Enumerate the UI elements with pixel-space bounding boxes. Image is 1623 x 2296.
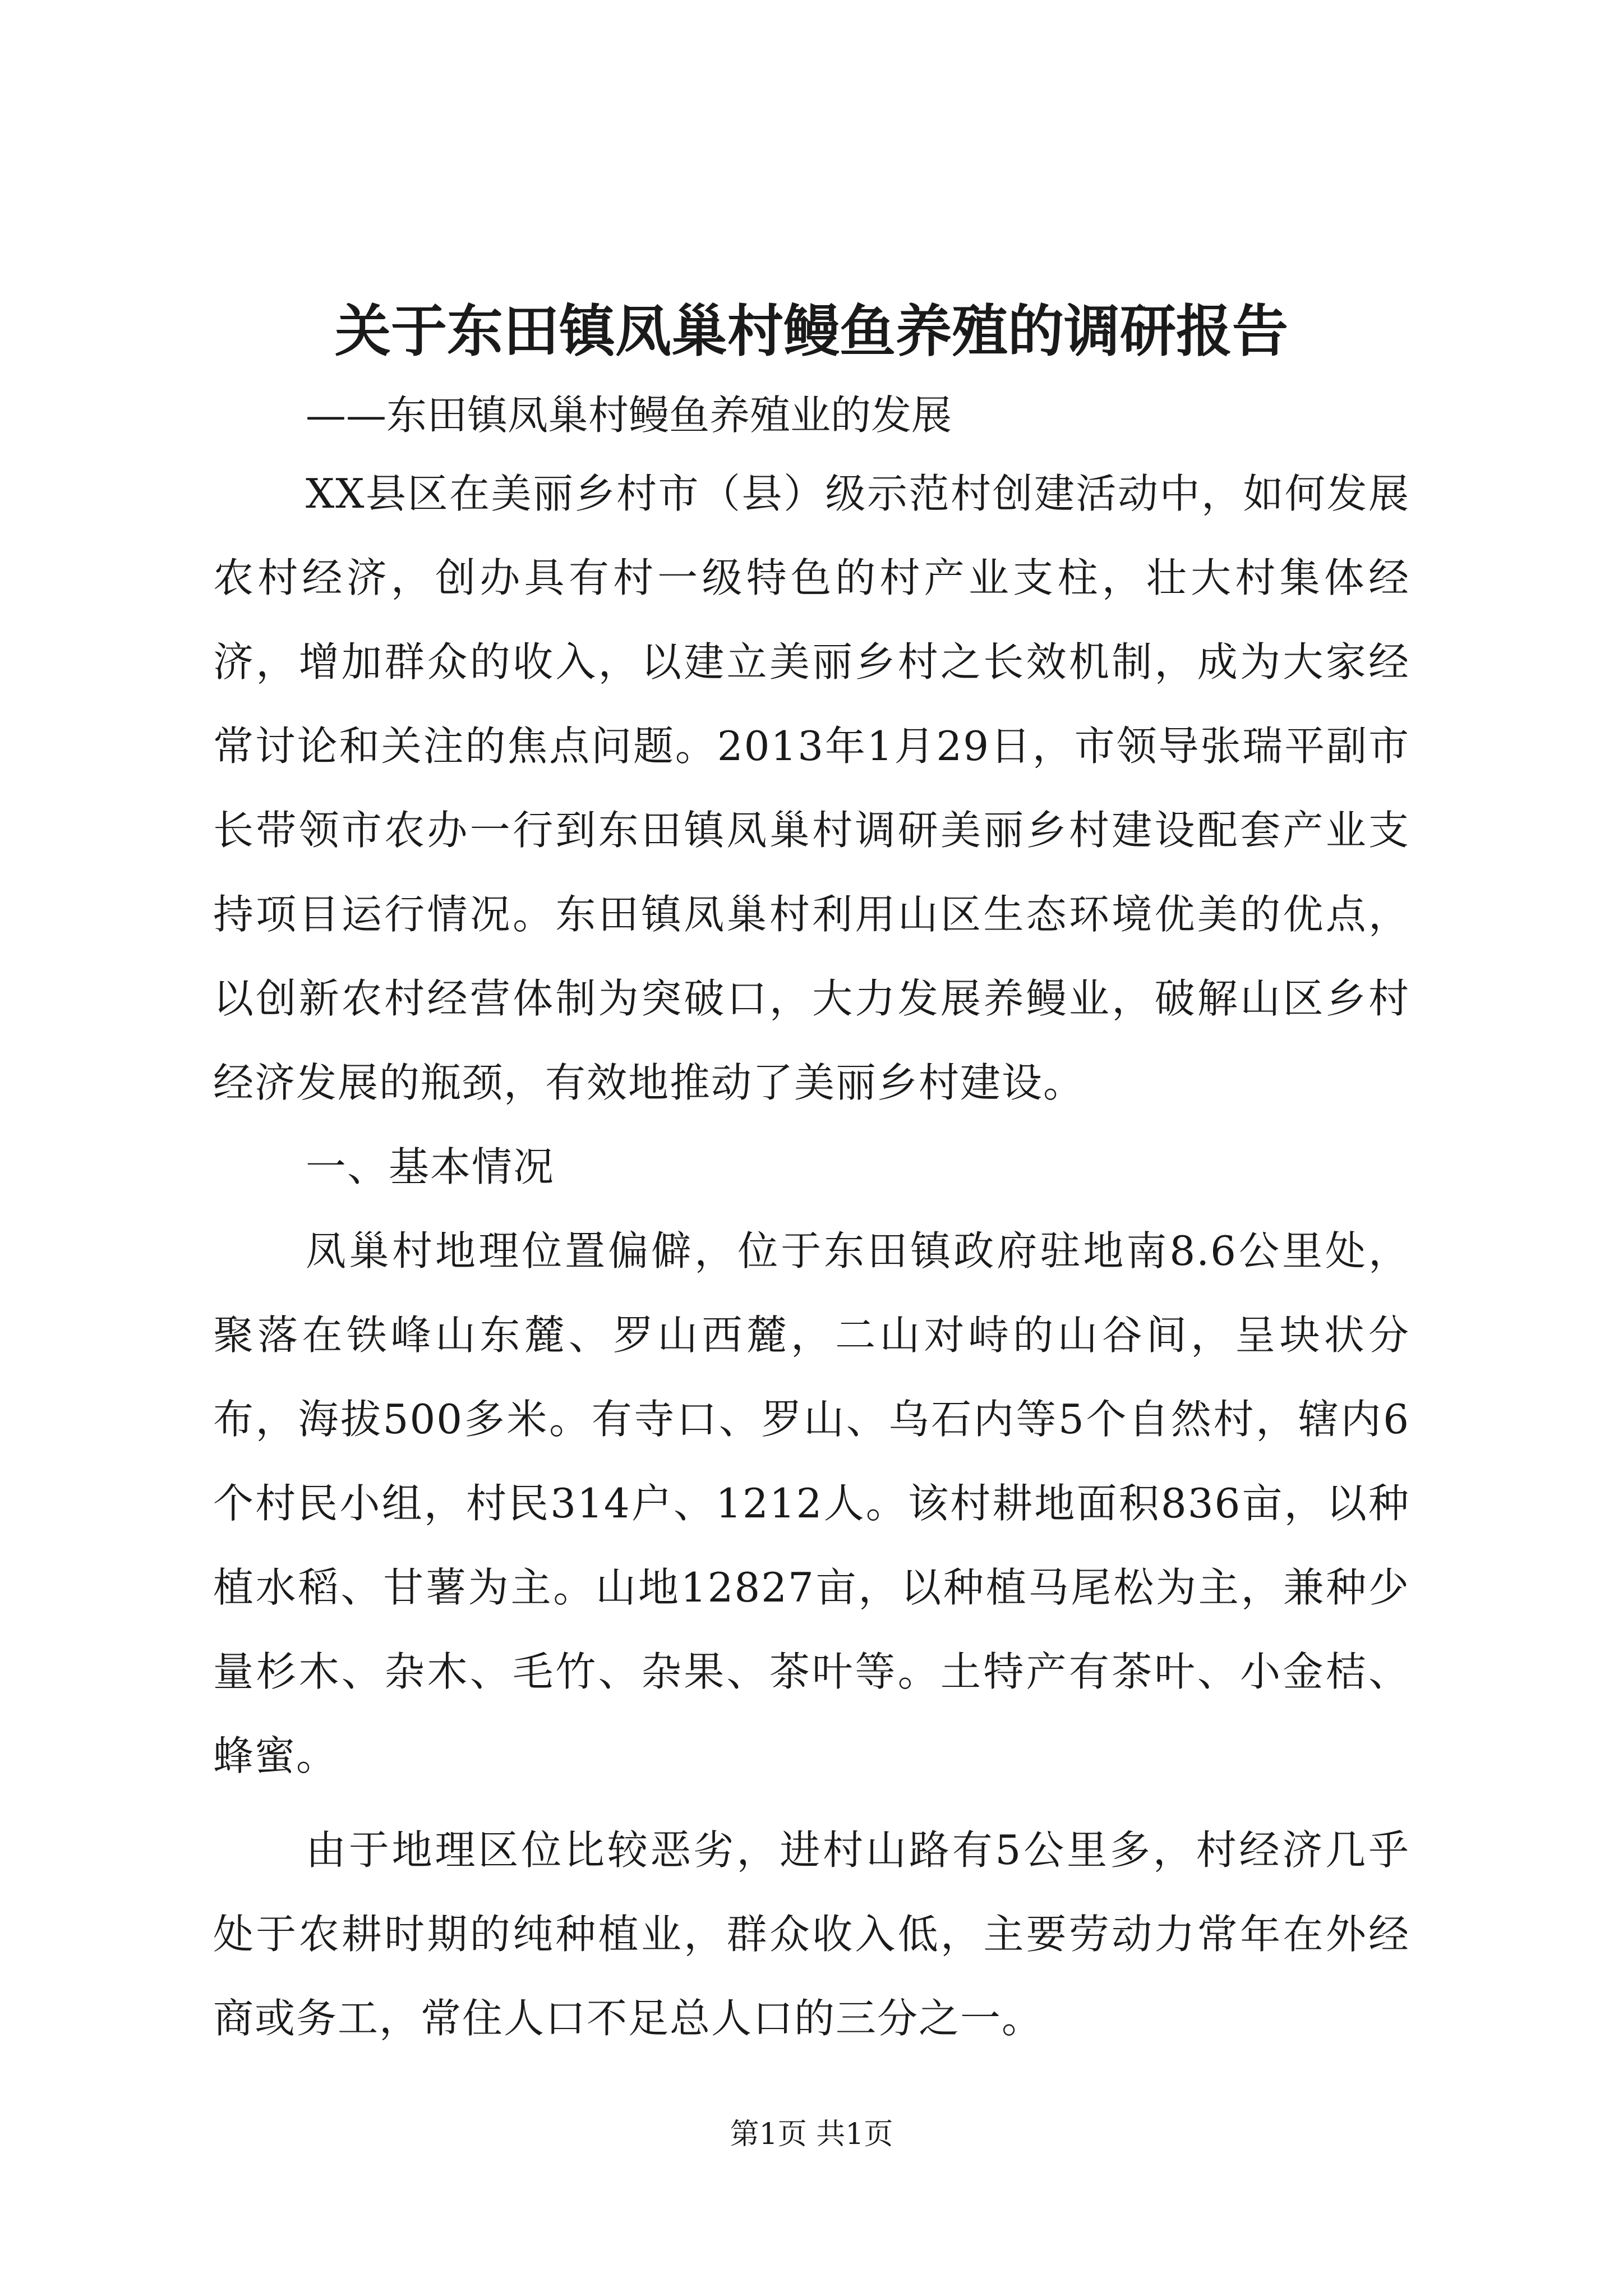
- paragraph-economy: 由于地理区位比较恶劣，进村山路有5公里多，村经济几乎处于农耕时期的纯种植业，群众收入低，主要劳动力常年在外经商或务工，常住人口不足总人口的三分之一。: [213, 1826, 1410, 2042]
- page-footer: 第1页 共1页: [730, 2118, 893, 2151]
- paragraph-intro: XX县区在美丽乡村市（县）级示范村创建活动中，如何发展农村经济，创办具有村一级特色的村产业支柱，壮大村集体经济，增加群众的收入，以建立美丽乡村之长效机制，成为大家经常讨论和关注的焦点问题。2013年1月29日，市领导张瑞平副市长带领市农办一行到东田镇凤巢村调研美丽乡村建设配套产业支持项目运行情况。东田镇凤巢村利用山区生态环境优美的优点，以创新农村经营体制为突破口，大力发展养鳗业，破解山区乡村经济发展的瓶颈，有效地推动了美丽乡村建设。: [213, 470, 1410, 1106]
- section-heading-basic-situation: 一、基本情况: [306, 1143, 555, 1190]
- document-body: [213, 452, 1410, 2060]
- document-subtitle: ——东田镇凤巢村鳗鱼养殖业的发展: [306, 392, 952, 439]
- document-title: 关于东田镇凤巢村鳗鱼养殖的调研报告: [335, 298, 1288, 364]
- paragraph-geography: 凤巢村地理位置偏僻，位于东田镇政府驻地南8.6公里处，聚落在铁峰山东麓、罗山西麓，二山对峙的山谷间，呈块状分布，海拔500多米。有寺口、罗山、乌石内等5个自然村，辖内6个村民小组，村民314户、1212人。该村耕地面积836亩，以种植水稻、甘薯为主。山地12827亩，以种植马尾松为主，兼种少量杉木、杂木、毛竹、杂果、茶叶等。土特产有茶叶、小金桔、蜂蜜。: [213, 1227, 1410, 1779]
